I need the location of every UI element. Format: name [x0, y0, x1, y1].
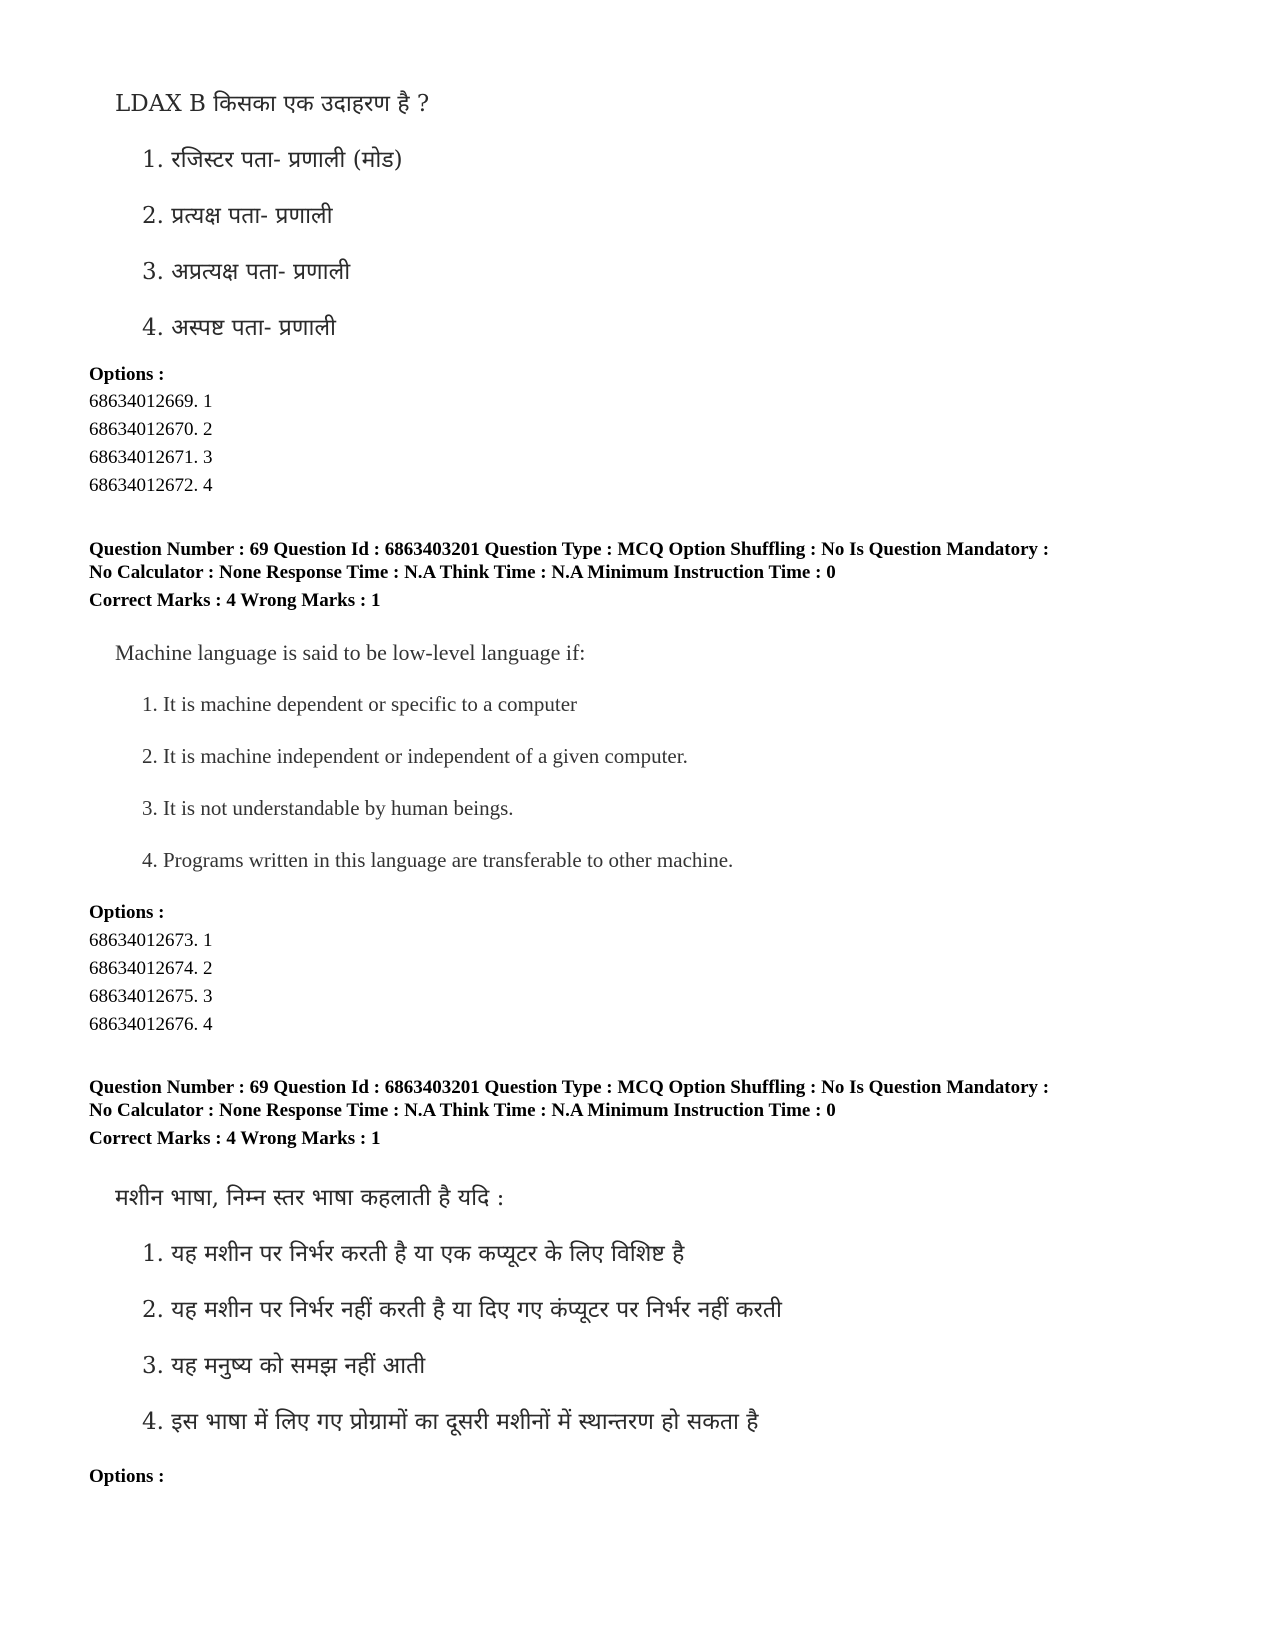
question-stem: LDAX B किसका एक उदाहरण है ?: [115, 91, 430, 117]
choice-3: 3. It is not understandable by human beings.: [142, 796, 514, 820]
choice-2: 2. प्रत्यक्ष पता- प्रणाली: [142, 203, 333, 229]
choice-3: 3. अप्रत्यक्ष पता- प्रणाली: [142, 259, 351, 285]
choice-4: 4. अस्पष्ट पता- प्रणाली: [142, 315, 337, 341]
choice-1: 1. रजिस्टर पता- प्रणाली (मोड): [142, 147, 403, 173]
choice-4: 4. Programs written in this language are transferable to other machine.: [142, 848, 734, 872]
option-id: 68634012673. 1: [89, 930, 213, 951]
options-label: Options :: [89, 902, 165, 923]
choice-4: 4. इस भाषा में लिए गए प्रोग्रामों का दूसरी मशीनों में स्थान्तरण हो सकता है: [142, 1409, 759, 1435]
question-meta-line-2: No Calculator : None Response Time : N.A Think Time : N.A Minimum Instruction Time : 0: [89, 562, 836, 583]
question-meta-line-1: Question Number : 69 Question Id : 6863403201 Question Type : MCQ Option Shuffling : No Is Question Mandatory :: [89, 539, 1050, 560]
options-label: Options :: [89, 364, 165, 385]
question-marks: Correct Marks : 4 Wrong Marks : 1: [89, 590, 381, 611]
option-id: 68634012674. 2: [89, 958, 213, 979]
question-meta-line-1: Question Number : 69 Question Id : 6863403201 Question Type : MCQ Option Shuffling : No Is Question Mandatory :: [89, 1077, 1050, 1098]
question-marks: Correct Marks : 4 Wrong Marks : 1: [89, 1128, 381, 1149]
question-meta-line-2: No Calculator : None Response Time : N.A Think Time : N.A Minimum Instruction Time : 0: [89, 1100, 836, 1121]
question-stem: Machine language is said to be low-level language if:: [115, 640, 586, 665]
option-id: 68634012669. 1: [89, 391, 213, 412]
option-id: 68634012671. 3: [89, 447, 213, 468]
question-stem: मशीन भाषा, निम्न स्तर भाषा कहलाती है यदि :: [115, 1185, 505, 1211]
choice-2: 2. It is machine independent or independent of a given computer.: [142, 744, 688, 768]
option-id: 68634012672. 4: [89, 475, 213, 496]
choice-2: 2. यह मशीन पर निर्भर नहीं करती है या दिए गए कंप्यूटर पर निर्भर नहीं करती: [142, 1297, 782, 1323]
option-id: 68634012670. 2: [89, 419, 213, 440]
choice-3: 3. यह मनुष्य को समझ नहीं आती: [142, 1353, 426, 1379]
options-label: Options :: [89, 1466, 165, 1487]
choice-1: 1. यह मशीन पर निर्भर करती है या एक कप्यूटर के लिए विशिष्ट है: [142, 1241, 685, 1267]
choice-1: 1. It is machine dependent or specific to a computer: [142, 692, 578, 716]
option-id: 68634012676. 4: [89, 1014, 213, 1035]
option-id: 68634012675. 3: [89, 986, 213, 1007]
